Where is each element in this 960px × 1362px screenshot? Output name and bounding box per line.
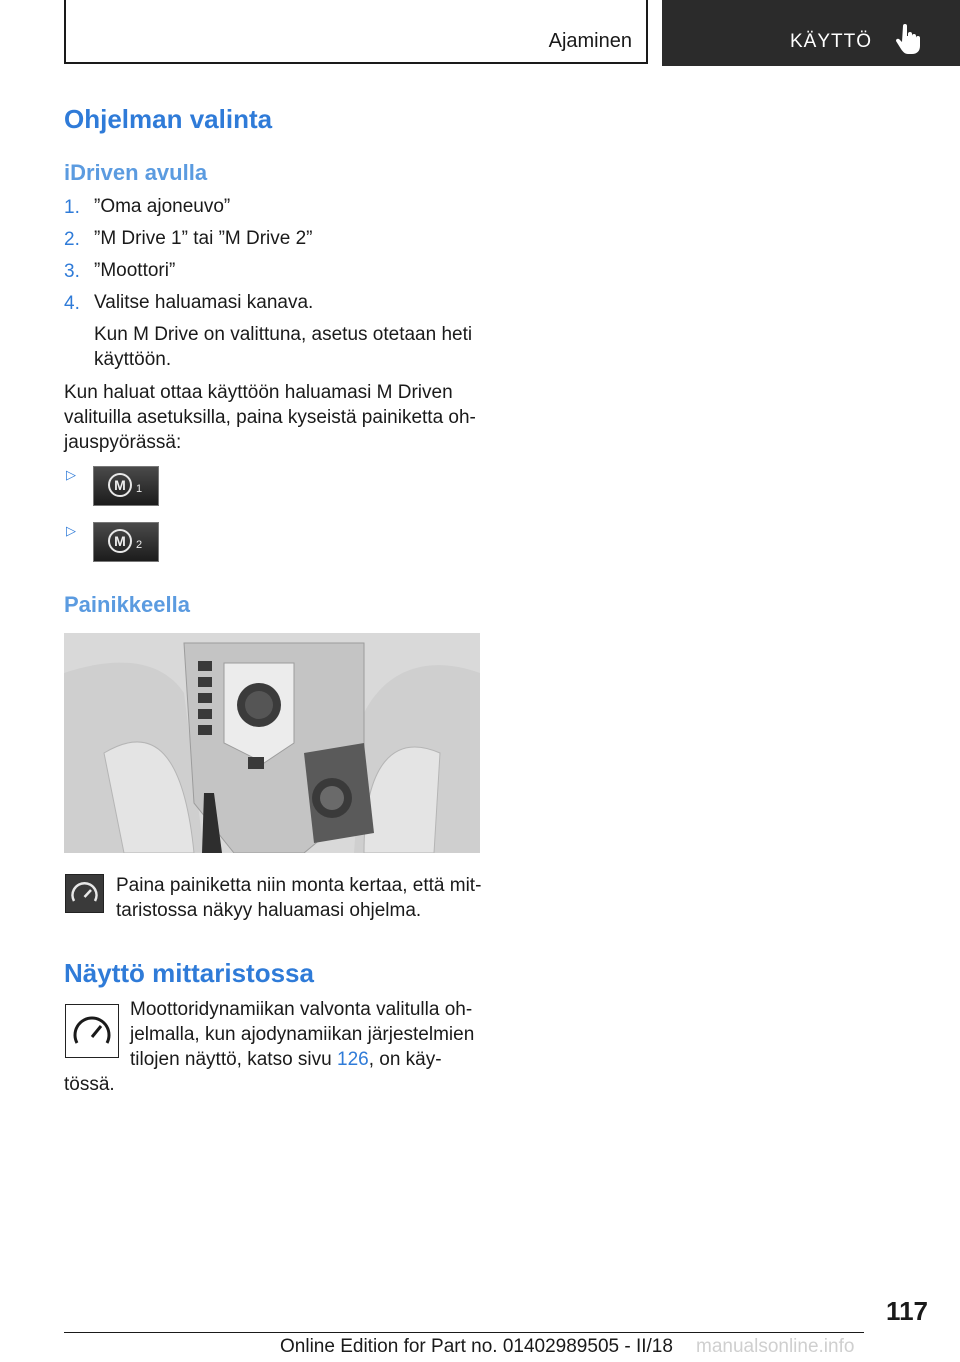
footer-edition: Online Edition for Part no. 01402989505 - II/18 bbox=[280, 1336, 673, 1357]
m1-button-image bbox=[93, 466, 159, 506]
page-number: 117 bbox=[886, 1296, 928, 1326]
page-reference-link[interactable]: 126 bbox=[337, 1049, 369, 1070]
step-text: Valitse haluamasi kanava. bbox=[94, 292, 314, 313]
m2-button-image bbox=[93, 522, 159, 562]
m-button-index: 2 bbox=[136, 539, 143, 551]
display-description-part: , on käy- bbox=[368, 1049, 442, 1070]
header-section-title: Ajaminen bbox=[548, 30, 632, 52]
paragraph-line: valituilla asetuksilla, paina kyseistä painiketta oh- bbox=[64, 407, 476, 428]
pointing-hand-icon bbox=[894, 24, 920, 54]
display-description-part: tilojen näyttö, katso sivu bbox=[130, 1049, 337, 1070]
page-title: Ohjelman valinta bbox=[64, 104, 273, 134]
m-logo-icon: M bbox=[108, 529, 132, 553]
step-number: 4. bbox=[64, 293, 80, 314]
step-number: 1. bbox=[64, 197, 80, 218]
header-chapter-box bbox=[662, 0, 960, 66]
speedometer-icon bbox=[66, 875, 103, 912]
bullet-triangle-icon: ▷ bbox=[66, 467, 76, 482]
step4-note: Kun M Drive on valittuna, asetus otetaan heti bbox=[94, 324, 473, 345]
button-instruction: taristossa näkyy haluamasi ohjelma. bbox=[116, 900, 422, 921]
step-text: ”Oma ajoneuvo” bbox=[94, 196, 231, 217]
speedometer-icon bbox=[66, 1005, 118, 1057]
section-title-display: Näyttö mittaristossa bbox=[64, 958, 314, 988]
subheading-idrive: iDriven avulla bbox=[64, 160, 208, 185]
dynamics-button-icon-box bbox=[65, 874, 104, 913]
paragraph-line: Kun haluat ottaa käyttöön haluamasi M Driven bbox=[64, 382, 453, 403]
display-description: jelmalla, kun ajodynamiikan järjestelmien bbox=[130, 1024, 475, 1045]
step-text: ”M Drive 1” tai ”M Drive 2” bbox=[94, 228, 313, 249]
footer-watermark: manualsonline.info bbox=[696, 1336, 855, 1357]
step-text: ”Moottori” bbox=[94, 260, 176, 281]
center-console-illustration bbox=[64, 633, 480, 853]
m-button-index: 1 bbox=[136, 483, 143, 495]
button-instruction: Paina painiketta niin monta kertaa, että mit- bbox=[116, 875, 482, 896]
dynamics-display-icon-box bbox=[65, 1004, 119, 1058]
display-description: tössä. bbox=[64, 1074, 115, 1095]
bullet-triangle-icon: ▷ bbox=[66, 523, 76, 538]
header-chapter-title: KÄYTTÖ bbox=[790, 31, 873, 52]
step-number: 2. bbox=[64, 229, 80, 250]
step-number: 3. bbox=[64, 261, 80, 282]
step4-note: käyttöön. bbox=[94, 349, 172, 370]
subheading-button: Painikkeella bbox=[64, 592, 190, 617]
paragraph-line: jauspyörässä: bbox=[64, 432, 182, 453]
header-section-box bbox=[64, 0, 648, 64]
footer-divider bbox=[64, 1332, 864, 1333]
display-description bbox=[130, 1047, 442, 1072]
display-description: Moottoridynamiikan valvonta valitulla oh- bbox=[130, 999, 473, 1020]
m-logo-icon: M bbox=[108, 473, 132, 497]
